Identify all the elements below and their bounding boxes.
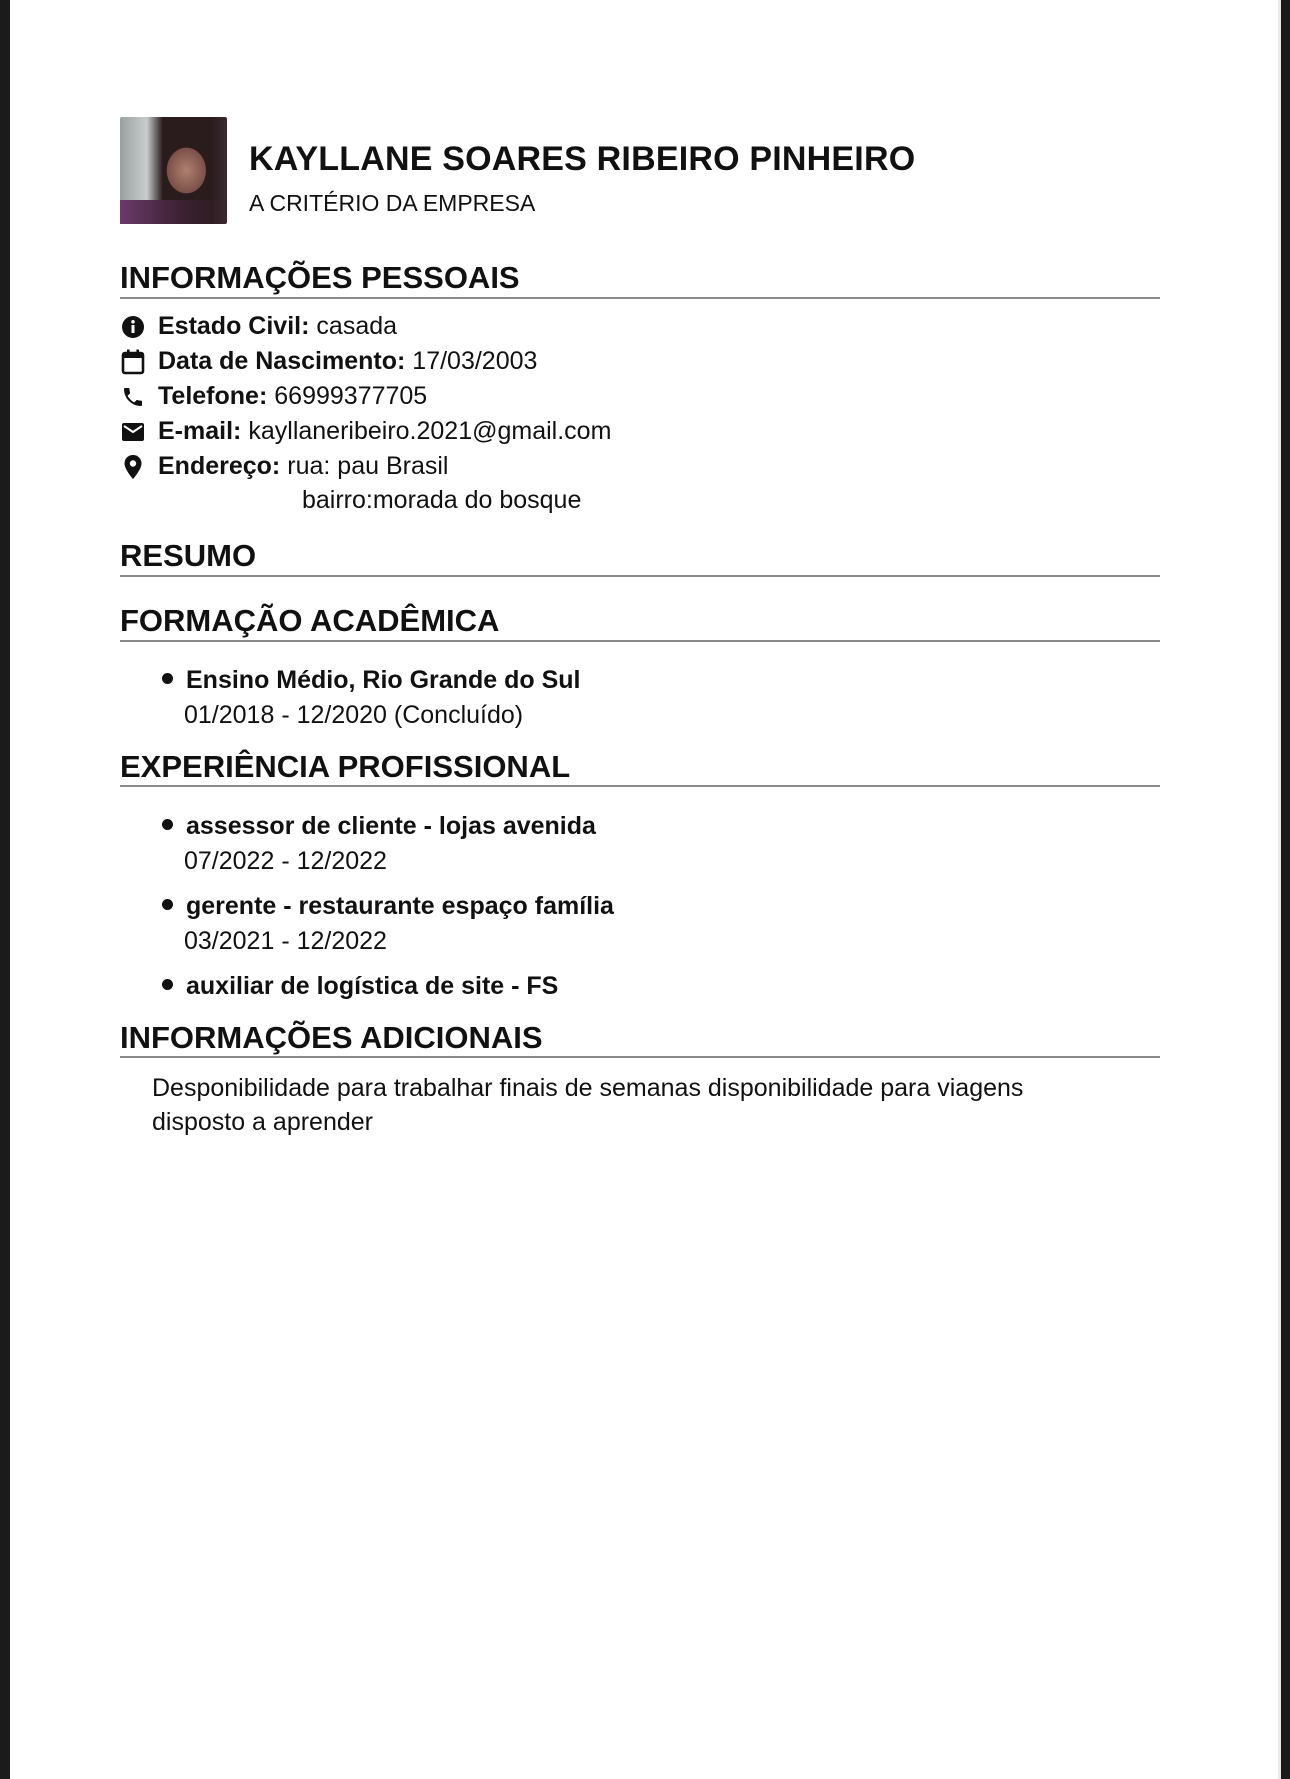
additional-text-line: disposto a aprender	[152, 1108, 373, 1136]
experience-dates: 07/2022 - 12/2022	[184, 847, 387, 875]
info-marital-status	[120, 312, 397, 341]
profile-photo	[120, 117, 227, 224]
info-phone	[120, 382, 427, 411]
candidate-objective: A CRITÉRIO DA EMPRESA	[249, 190, 536, 216]
additional-text-line: Desponibilidade para trabalhar finais de semanas disponibilidade para viagens	[152, 1074, 1024, 1102]
bullet-icon	[162, 673, 173, 684]
info-label: Telefone:	[158, 382, 268, 410]
info-value: 66999377705	[274, 382, 428, 410]
info-email	[120, 417, 611, 446]
section-divider	[120, 640, 1160, 642]
section-title-additional: INFORMAÇÕES ADICIONAIS	[120, 1020, 543, 1055]
info-label: E-mail:	[158, 417, 242, 445]
info-value: rua: pau Brasil	[287, 452, 449, 480]
info-value: 17/03/2003	[412, 347, 538, 375]
email-icon	[120, 419, 146, 445]
education-title: Ensino Médio, Rio Grande do Sul	[186, 666, 581, 694]
info-icon	[120, 314, 146, 340]
section-divider	[120, 575, 1160, 577]
location-pin-icon	[120, 454, 146, 480]
section-title-experience: EXPERIÊNCIA PROFISSIONAL	[120, 749, 571, 784]
candidate-name: KAYLLANE SOARES RIBEIRO PINHEIRO	[249, 140, 916, 178]
page-edge	[1278, 0, 1281, 1779]
experience-title: gerente - restaurante espaço família	[186, 892, 614, 920]
section-divider	[120, 297, 1160, 299]
calendar-icon	[120, 349, 146, 375]
section-divider	[120, 1056, 1160, 1058]
info-address	[120, 452, 448, 481]
phone-icon	[120, 384, 146, 410]
info-label: Endereço:	[158, 452, 281, 480]
info-value: kayllaneribeiro.2021@gmail.com	[248, 417, 612, 445]
section-title-personal: INFORMAÇÕES PESSOAIS	[120, 260, 520, 295]
section-title-summary: RESUMO	[120, 538, 257, 573]
experience-dates: 03/2021 - 12/2022	[184, 927, 387, 955]
info-label: Estado Civil:	[158, 312, 310, 340]
info-address-line2: bairro:morada do bosque	[302, 486, 582, 514]
bullet-icon	[162, 819, 173, 830]
info-label: Data de Nascimento:	[158, 347, 406, 375]
info-value: casada	[316, 312, 398, 340]
education-dates: 01/2018 - 12/2020 (Concluído)	[184, 701, 524, 729]
info-birth-date	[120, 347, 537, 376]
section-divider	[120, 785, 1160, 787]
experience-title: assessor de cliente - lojas avenida	[186, 812, 596, 840]
section-title-education: FORMAÇÃO ACADÊMICA	[120, 603, 500, 638]
experience-title: auxiliar de logística de site - FS	[186, 972, 559, 1000]
bullet-icon	[162, 979, 173, 990]
bullet-icon	[162, 899, 173, 910]
